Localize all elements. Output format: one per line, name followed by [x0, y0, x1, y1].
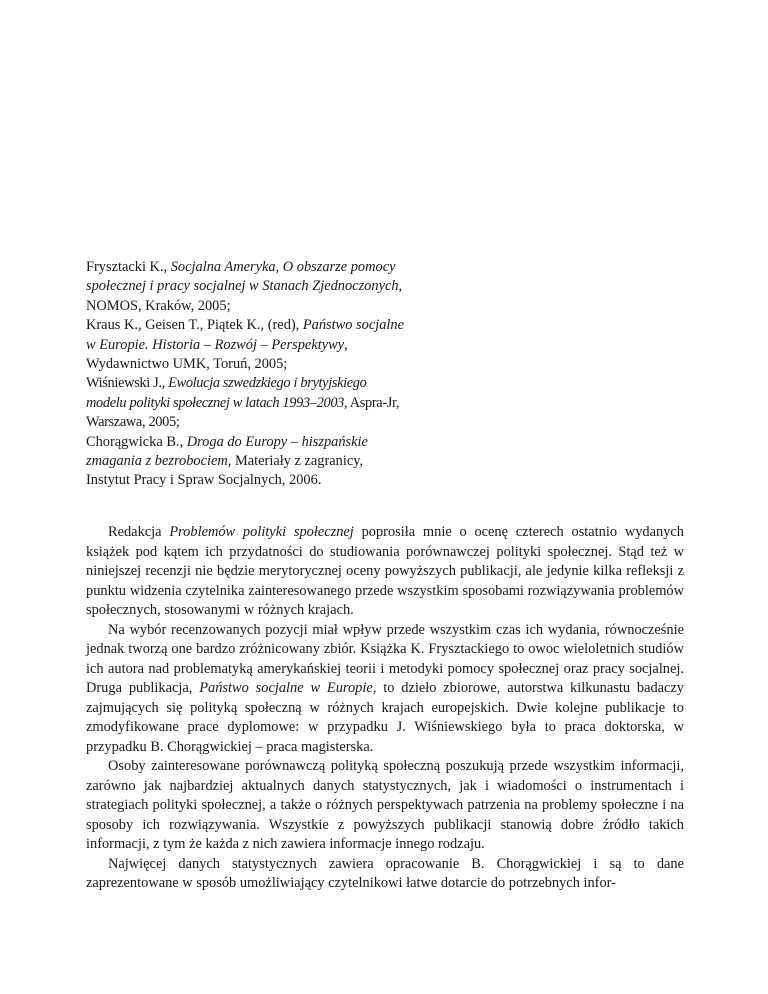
reference-title: Socjalna Ameryka, O obszarze pomocy społecznej i pracy socjalnej w Stanach Zjednoczonych	[86, 259, 399, 295]
journal-title: Problemów polityki społecznej	[169, 524, 354, 540]
paragraph-text: Redakcja	[108, 524, 170, 540]
reference-item	[86, 374, 404, 432]
reference-item	[86, 258, 404, 316]
paragraph-text: poprosiła mnie o ocenę czterech ostatnio wydanych książek pod kątem ich przydatności do studiowania porównawczej polityki społecznej. Stąd też w niniejszej recenzji nie będzie merytorycznej oceny powyższych publikacji, ale jedynie kilka refleksji z punktu widzenia czytelnika zainteresowanego przede wszystkim sposobami rozwiązywania problemów społecznych, stosowanymi w różnych krajach.	[86, 524, 684, 618]
book-title: Państwo socjalne w Europie	[199, 680, 373, 696]
reference-publisher: , NOMOS, Kraków, 2005;	[86, 278, 403, 314]
paragraph-text: , to dzieło zbiorowe, autorstwa kilkunastu badaczy zajmujących się polityką społeczną w różnych krajach europejskich. Dwie kolejne publikacje to zmodyfikowane prace dyplomowe: w przypadku J. Wiśniewskiego była to praca doktorska, w przypadku B. Chorągwickiej – praca magisterska.	[86, 680, 685, 755]
paragraph: Najwięcej danych statystycznych zawiera opracowanie B. Chorągwickiej i są to dane zaprezentowane w sposób umożliwiający czytelnikowi łatwe dotarcie do potrzebnych infor-	[86, 855, 684, 891]
reference-publisher: , Aspra-Jr, Warszawa, 2005;	[86, 394, 400, 431]
reference-item	[86, 316, 404, 374]
reference-author: Frysztacki K.,	[86, 259, 171, 275]
reference-author: Kraus K., Geisen T., Piątek K., (red),	[86, 317, 303, 334]
reference-item	[86, 433, 404, 491]
paragraph-text: Na wybór recenzowanych pozycji miał wpływ przede wszystkim czas ich wydania, równocześnie jednak tworzą one bardzo zróżnicowany zbiór. Książka K. Frysztackiego to owoc wieloletnich studiów ich autora nad problematyką amerykańskiej teorii i metodyki pomocy społecznej oraz pracy socjalnej. Druga publikacja,	[86, 621, 684, 696]
reference-list	[86, 258, 404, 491]
paragraph	[86, 523, 684, 621]
review-body	[86, 523, 684, 894]
reference-title: Droga do Europy – hiszpańskie zmagania z bezrobociem	[86, 433, 368, 470]
reference-publisher: , Materiały z zagranicy, Instytut Pracy i Spraw Socjalnych, 2006.	[86, 453, 364, 489]
reference-title: Państwo socjalne w Europie. Historia – Rozwój – Perspektywy	[86, 317, 405, 353]
reference-author: Chorągwicka B.,	[86, 433, 187, 450]
reference-publisher: , Wydawnictwo UMK, Toruń, 2005;	[86, 336, 348, 373]
reference-title: Ewolucja szwedzkiego i brytyjskiego modelu polityki społecznej w latach 1993–2003	[86, 375, 367, 411]
paragraph	[86, 621, 684, 758]
reference-author: Wiśniewski J.,	[86, 375, 169, 392]
paragraph: Osoby zainteresowane porównawczą polityką społeczną poszukują przede wszystkim informacji, zarówno jak najbardziej aktualnych danych statystycznych, jak i wiadomości o instrumentach i strategiach polityki społecznej, a także o różnych perspektywach patrzenia na problemy społeczne i na sposoby ich rozwiązywania. Wszystkie z powyższych publikacji stanowią dobre źródło takich informacji, z tym że każda z nich zawiera informacje innego rodzaju.	[86, 758, 684, 852]
